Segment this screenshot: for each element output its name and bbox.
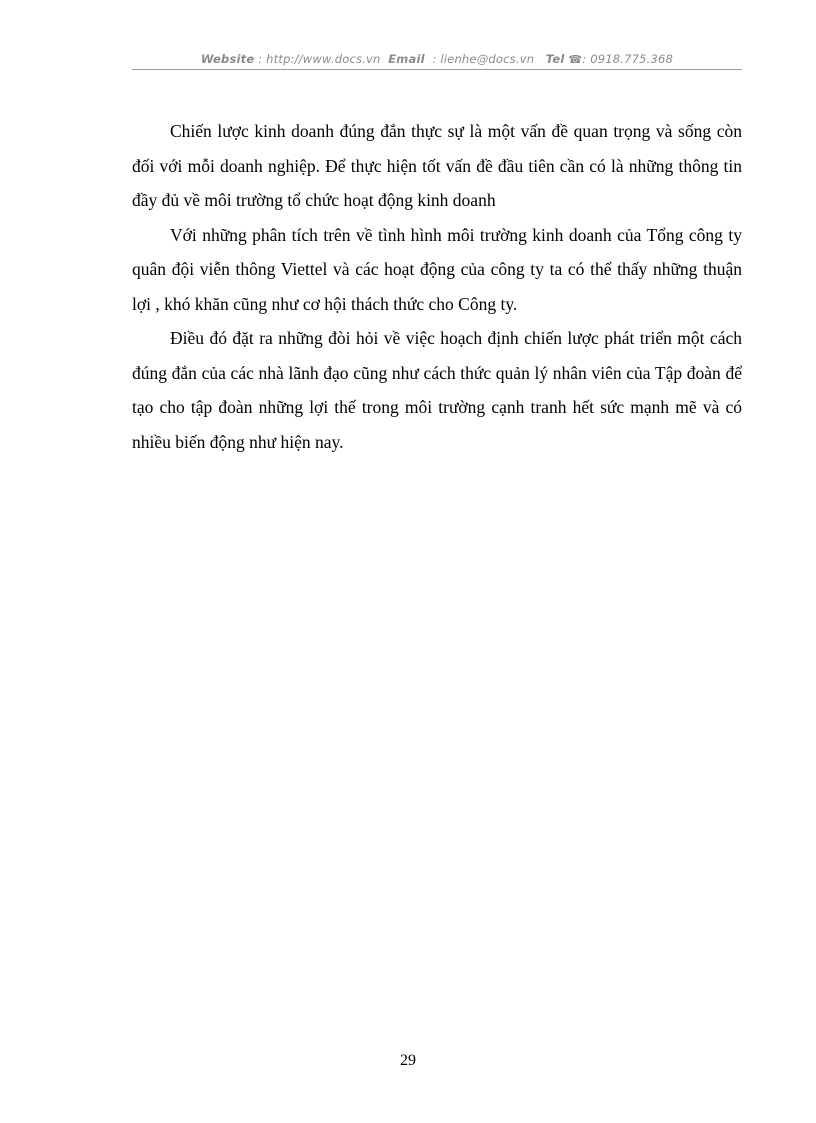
website-url[interactable]: : http://www.docs.vn [258, 52, 381, 66]
page-header [132, 52, 742, 66]
email-label: Email [388, 52, 425, 66]
website-label: Website [200, 52, 255, 66]
email-address[interactable]: : lienhe@docs.vn [432, 52, 535, 66]
tel-label: Tel [545, 52, 565, 66]
paragraph: Chiến lược kinh doanh đúng đắn thực sự là một vấn đề quan trọng và sống còn đối với mỗi doanh nghiệp. Để thực hiện tốt vấn đề đầu tiên cần có là những thông tin đầy đủ về môi trường tổ chức hoạt động kinh doanh [132, 121, 742, 210]
header-divider [132, 69, 742, 70]
phone-icon: ☎ [568, 53, 583, 66]
page-number: 29 [400, 1052, 416, 1069]
paragraph: Điều đó đặt ra những đòi hỏi về việc hoạch định chiến lược phát triển một cách đúng đắn của các nhà lãnh đạo cũng như cách thức quản lý nhân viên của Tập đoàn để tạo cho tập đoàn những lợi thế trong môi trường cạnh tranh hết sức mạnh mẽ và có nhiều biến động như hiện nay. [132, 328, 742, 452]
paragraph: Với những phân tích trên về tình hình môi trường kinh doanh của Tổng công ty quân đội viễn thông Viettel và các hoạt động của công ty ta có thể thấy những thuận lợi , khó khăn cũng như cơ hội thách thức cho Công ty. [132, 224, 742, 314]
tel-number: : 0918.775.368 [582, 52, 674, 66]
document-body [132, 114, 742, 459]
